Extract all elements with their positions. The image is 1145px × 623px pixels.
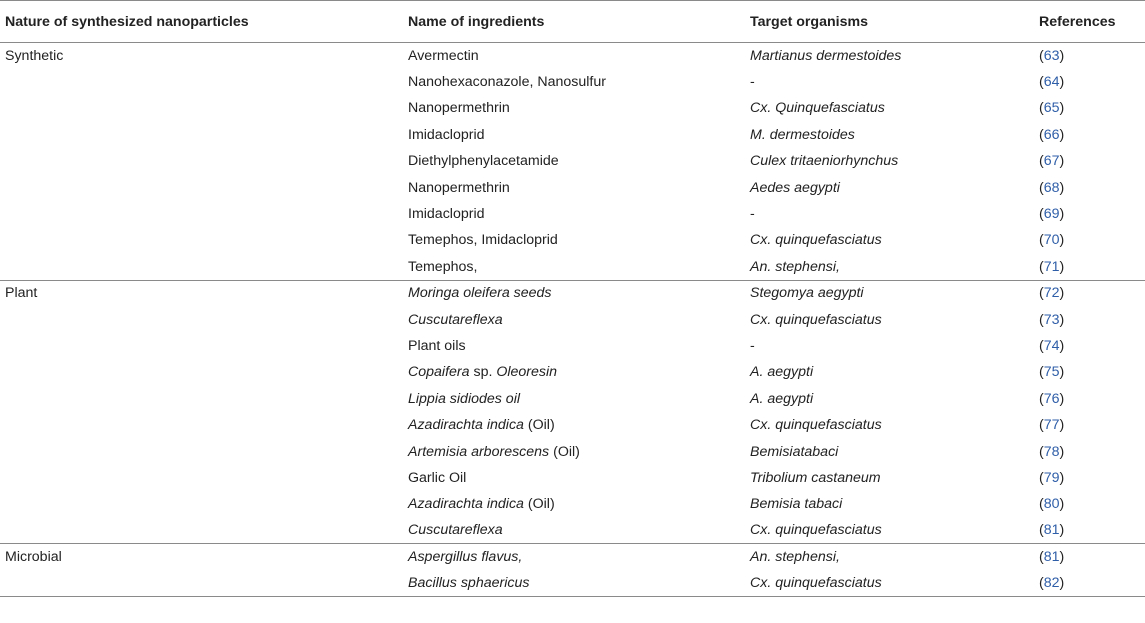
cell-nature xyxy=(0,386,403,412)
header-nature: Nature of synthesized nanoparticles xyxy=(0,1,403,43)
cell-target-organism: A. aegypti xyxy=(750,364,814,381)
cell-reference: (70) xyxy=(1039,232,1065,249)
cell-target-organism: Stegomya aegypti xyxy=(745,280,1039,306)
table-body xyxy=(0,43,1145,597)
cell-ingredient: Lippia sidiodes oil xyxy=(408,390,520,407)
table-row xyxy=(0,570,1145,596)
reference-link[interactable]: 67 xyxy=(1043,153,1060,170)
table-row xyxy=(0,148,1145,174)
cell-target-organism: Culex tritaeniorhynchus xyxy=(750,153,899,170)
reference-link[interactable]: 71 xyxy=(1043,258,1060,275)
cell-nature xyxy=(0,438,403,464)
cell-ingredient: Imidacloprid xyxy=(408,206,485,223)
reference-link[interactable]: 82 xyxy=(1043,575,1060,592)
cell-reference: (67) xyxy=(1039,153,1065,170)
cell-reference: (64) xyxy=(1039,74,1065,91)
cell-reference: (79) xyxy=(1039,469,1065,486)
cell-reference: (72) xyxy=(1039,280,1145,306)
cell-reference: (63) xyxy=(1039,47,1065,64)
cell-target-organism: Aedes aegypti xyxy=(750,179,840,196)
cell-target-organism: Cx. quinquefasciatus xyxy=(750,417,882,434)
cell-nature: Microbial xyxy=(0,544,403,570)
cell-reference: (77) xyxy=(1039,417,1065,434)
cell-reference: (73) xyxy=(1039,311,1065,328)
reference-link[interactable]: 64 xyxy=(1043,74,1060,91)
cell-nature xyxy=(0,412,403,438)
cell-ingredient: Temephos, xyxy=(408,258,478,275)
table-row xyxy=(0,280,1145,306)
cell-target-organism: Cx. quinquefasciatus xyxy=(750,522,882,539)
reference-link[interactable]: 69 xyxy=(1043,206,1060,223)
cell-ingredient: Azadirachta indica (Oil) xyxy=(408,496,555,513)
cell-ingredient: Diethylphenylacetamide xyxy=(408,153,559,170)
header-references: References xyxy=(1039,1,1145,43)
cell-ingredient: Imidacloprid xyxy=(408,126,485,143)
cell-target-organism: M. dermestoides xyxy=(750,126,855,143)
reference-link[interactable]: 77 xyxy=(1043,417,1060,434)
cell-ingredient: Nanohexaconazole, Nanosulfur xyxy=(408,74,606,91)
table-row xyxy=(0,465,1145,491)
reference-link[interactable]: 74 xyxy=(1043,337,1060,354)
table-row xyxy=(0,122,1145,148)
cell-target-organism: Cx. quinquefasciatus xyxy=(750,232,882,249)
reference-link[interactable]: 72 xyxy=(1043,285,1060,302)
cell-reference: (74) xyxy=(1039,337,1065,354)
reference-link[interactable]: 70 xyxy=(1043,232,1060,249)
cell-ingredient: Nanopermethrin xyxy=(408,179,510,196)
cell-nature: Plant xyxy=(0,280,403,306)
cell-ingredient: Artemisia arborescens (Oil) xyxy=(408,443,580,460)
cell-nature xyxy=(0,95,403,121)
cell-reference: (80) xyxy=(1039,496,1065,513)
cell-nature xyxy=(0,174,403,200)
table-row xyxy=(0,359,1145,385)
table-row xyxy=(0,95,1145,121)
cell-target-organism: An. stephensi, xyxy=(745,544,1039,570)
cell-nature xyxy=(0,518,403,544)
cell-reference: (82) xyxy=(1039,570,1145,596)
cell-nature xyxy=(0,227,403,253)
table-row xyxy=(0,43,1145,69)
cell-target-organism: Bemisia tabaci xyxy=(750,496,843,513)
cell-target-organism: Cx. Quinquefasciatus xyxy=(750,100,885,117)
cell-reference: (76) xyxy=(1039,390,1065,407)
reference-link[interactable]: 63 xyxy=(1043,47,1060,64)
cell-reference: (75) xyxy=(1039,364,1065,381)
reference-link[interactable]: 81 xyxy=(1043,522,1060,539)
table-row xyxy=(0,201,1145,227)
reference-link[interactable]: 80 xyxy=(1043,496,1060,513)
cell-target-organism: A. aegypti xyxy=(750,390,814,407)
cell-nature xyxy=(0,254,403,280)
reference-link[interactable]: 73 xyxy=(1043,311,1060,328)
header-target-organisms: Target organisms xyxy=(745,1,1039,43)
reference-link[interactable]: 65 xyxy=(1043,100,1060,117)
cell-ingredient: Cuscutareflexa xyxy=(408,311,503,328)
cell-target-organism: Bemisiatabaci xyxy=(750,443,839,460)
cell-ingredient: Temephos, Imidacloprid xyxy=(408,232,558,249)
reference-link[interactable]: 75 xyxy=(1043,364,1060,381)
cell-ingredient: Nanopermethrin xyxy=(408,100,510,117)
cell-ingredient: Bacillus sphaericus xyxy=(403,570,745,596)
cell-ingredient: Avermectin xyxy=(408,47,479,64)
cell-target-organism: Cx. quinquefasciatus xyxy=(750,311,882,328)
cell-nature xyxy=(0,333,403,359)
table-row xyxy=(0,306,1145,332)
cell-ingredient: Moringa oleifera seeds xyxy=(403,280,745,306)
cell-nature xyxy=(0,122,403,148)
cell-ingredient: Cuscutareflexa xyxy=(408,522,503,539)
cell-reference: (78) xyxy=(1039,443,1065,460)
table-row xyxy=(0,386,1145,412)
table-row xyxy=(0,518,1145,544)
table-row xyxy=(0,544,1145,570)
cell-nature xyxy=(0,570,403,596)
cell-target-organism: Cx. quinquefasciatus xyxy=(745,570,1039,596)
table-row xyxy=(0,174,1145,200)
cell-ingredient: Copaifera sp. Oleoresin xyxy=(408,364,558,381)
table-row xyxy=(0,491,1145,517)
cell-nature xyxy=(0,359,403,385)
cell-reference: (81) xyxy=(1039,522,1065,539)
cell-ingredient: Azadirachta indica (Oil) xyxy=(408,417,555,434)
cell-nature xyxy=(0,201,403,227)
cell-target-organism: An. stephensi, xyxy=(750,258,840,275)
reference-link[interactable]: 81 xyxy=(1043,549,1060,566)
cell-ingredient: Plant oils xyxy=(408,337,466,354)
cell-reference: (69) xyxy=(1039,206,1065,223)
table-row xyxy=(0,438,1145,464)
table-row xyxy=(0,412,1145,438)
cell-nature xyxy=(0,491,403,517)
cell-reference: (66) xyxy=(1039,126,1065,143)
cell-reference: (81) xyxy=(1039,544,1145,570)
cell-reference: (65) xyxy=(1039,100,1065,117)
cell-nature xyxy=(0,306,403,332)
header-ingredients: Name of ingredients xyxy=(403,1,745,43)
cell-reference: (71) xyxy=(1039,258,1065,275)
cell-reference: (68) xyxy=(1039,179,1065,196)
reference-link[interactable]: 66 xyxy=(1043,126,1060,143)
cell-nature: Synthetic xyxy=(5,47,64,64)
reference-link[interactable]: 78 xyxy=(1043,443,1060,460)
cell-target-organism: - xyxy=(750,337,755,354)
cell-target-organism: - xyxy=(750,206,755,223)
cell-nature xyxy=(0,148,403,174)
table-row xyxy=(0,254,1145,280)
table-row xyxy=(0,333,1145,359)
cell-target-organism: Martianus dermestoides xyxy=(750,47,902,64)
reference-link[interactable]: 79 xyxy=(1043,469,1060,486)
cell-ingredient: Aspergillus flavus, xyxy=(403,544,745,570)
table-row xyxy=(0,227,1145,253)
reference-link[interactable]: 68 xyxy=(1043,179,1060,196)
cell-nature xyxy=(0,69,403,95)
cell-target-organism: - xyxy=(750,74,755,91)
reference-link[interactable]: 76 xyxy=(1043,390,1060,407)
cell-ingredient: Garlic Oil xyxy=(408,469,467,486)
table-row xyxy=(0,69,1145,95)
cell-target-organism: Tribolium castaneum xyxy=(750,469,881,486)
cell-nature xyxy=(0,465,403,491)
table-header-row xyxy=(0,1,1145,43)
